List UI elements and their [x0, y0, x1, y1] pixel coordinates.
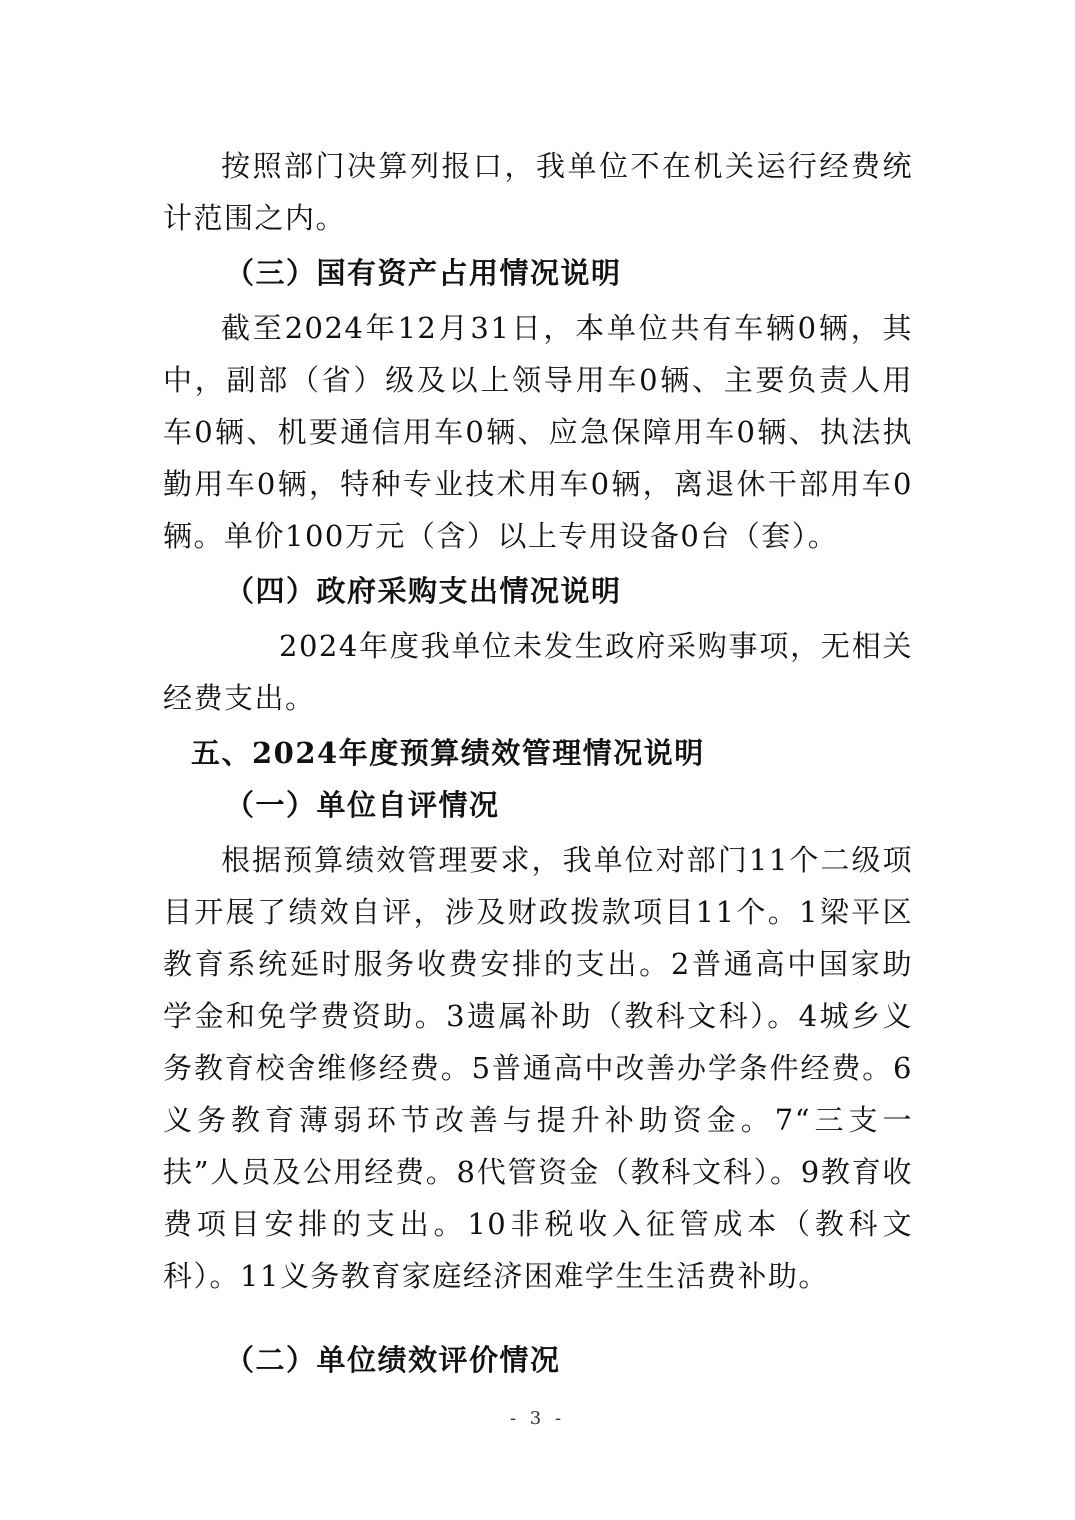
paragraph-self-evaluation: 根据预算绩效管理要求，我单位对部门11个二级项目开展了绩效自评，涉及财政拨款项目11个。1梁平区教育系统延时服务收费安排的支出。2普通高中国家助学金和免学费资助。3遗属补助（教科文科）。4城乡义务教育校舍维修经费。5普通高中改善办学条件经费。6义务教育薄弱环节改善与提升补助资金。7“三支一扶”人员及公用经费。8代管资金（教科文科）。9教育收费项目安排的支出。10非税收入征管成本（教科文科）。11义务教育家庭经济困难学生生活费补助。	[163, 843, 913, 1293]
section-heading-performance-evaluation: （二）单位绩效评价情况	[225, 1343, 561, 1377]
section-heading-procurement: （四）政府采购支出情况说明	[225, 574, 622, 608]
page-number: - 3 -	[509, 1408, 566, 1429]
paragraph-procurement: 2024年度我单位未发生政府采购事项，无相关经费支出。	[163, 629, 913, 715]
spacer	[163, 1302, 913, 1334]
paragraph-operating-expenses: 按照部门决算列报口，我单位不在机关运行经费统计范围之内。	[163, 149, 913, 235]
section-heading-state-assets: （三）国有资产占用情况说明	[225, 256, 622, 290]
paragraph-vehicles: 截至2024年12月31日，本单位共有车辆0辆，其中，副部（省）级及以上领导用车0辆、主要负责人用车0辆、机要通信用车0辆、应急保障用车0辆、执法执勤用车0辆，特种专业技术用车0辆，离退休干部用车0辆。单价100万元（含）以上专用设备0台（套）。	[163, 311, 913, 553]
document-body	[163, 140, 913, 1386]
section-heading-self-evaluation: （一）单位自评情况	[225, 788, 500, 822]
chapter-heading-performance: 五、2024年度预算绩效管理情况说明	[191, 736, 705, 770]
